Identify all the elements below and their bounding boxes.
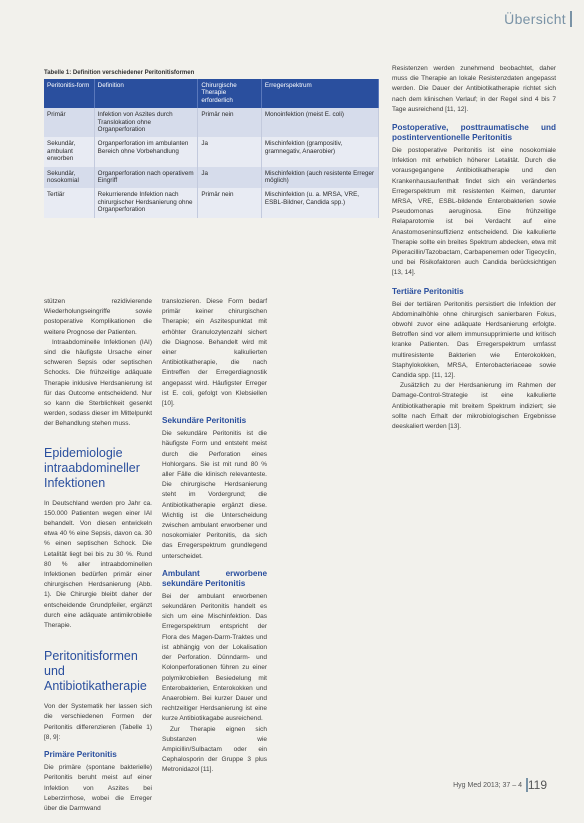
table-header: Chirurgische Therapie erforderlich bbox=[198, 79, 262, 108]
paragraph: Von der Systematik her lassen sich die verschiedenen Formen der Peritonitis differenzieren (Tabelle 1) [8, 9]: bbox=[44, 703, 152, 741]
table bbox=[44, 79, 379, 218]
paragraph: Zur Therapie eignen sich Substanzen wie Ampicillin/Sulbactam oder ein Cephalosporin der Gruppe 3 plus Metronidazol [11]. bbox=[162, 725, 267, 774]
table-header: Definition bbox=[94, 79, 198, 108]
subsection-heading: Sekundäre Peritonitis bbox=[162, 416, 247, 426]
journal-citation: Hyg Med 2013; 37 – 4 bbox=[453, 782, 522, 789]
table-cell: Primär bbox=[44, 108, 94, 137]
table-cell: Ja bbox=[198, 167, 262, 189]
table-row bbox=[44, 188, 379, 217]
table-caption: Tabelle 1: Definition verschiedener Peritonitisformen bbox=[44, 70, 195, 76]
table-cell: Tertiär bbox=[44, 188, 94, 217]
text-column-1 bbox=[44, 297, 152, 814]
peritonitis-table bbox=[44, 70, 379, 218]
table-cell: Mischinfektion (grampositiv, gramnegativ, Anaerobier) bbox=[261, 137, 378, 166]
table-header-row bbox=[44, 79, 379, 108]
text-column-3 bbox=[392, 64, 556, 432]
subsection-heading: Ambulant erworbene sekundäre Peritonitis bbox=[162, 568, 267, 588]
table-header: Erregerspektrum bbox=[261, 79, 378, 108]
paragraph: Zusätzlich zu der Herdsanierung im Rahmen der Damage-Control-Strategie ist eine kalkulierte Antibiotikatherapie mit breitem Spektrum indiziert; sie sollte nach Erhalt der mikrobiologischen Ergebnisse deeskaliert werden [13]. bbox=[392, 382, 556, 431]
subsection-heading: Primäre Peritonitis bbox=[44, 750, 117, 760]
table-header: Peritonitis-form bbox=[44, 79, 94, 108]
paragraph: Resistenzen werden zunehmend beobachtet, daher muss die Therapie an lokale Resistenzdaten angepasst werden. Die Dauer der Antibiotikatherapie richtet sich nach dem klinischen Verlauf; in der Regel sind 4 bis 7 Tage ausreichend [11, 12]. bbox=[392, 65, 556, 113]
table-cell: Sekundär, nosokomial bbox=[44, 167, 94, 189]
table-row bbox=[44, 167, 379, 189]
table-row bbox=[44, 108, 379, 137]
subsection-heading: Tertiäre Peritonitis bbox=[392, 286, 464, 296]
paragraph: Bei der tertiären Peritonitis persistiert die Infektion der Abdominalhöhle ohne chirurgisch sanierbaren Fokus, obwohl zuvor eine adäquate Herdsanierung erfolgte. Betroffen sind vor allem immunsupprimierte und kritisch kranke Patienten. Das Erregerspektrum umfasst multiresistente Bakterien wie Enterokokken, Staphylokokken, MRSA, Enterobacteriaceae sowie Candida spp. [11, 12]. bbox=[392, 300, 556, 380]
section-heading: Peritonitisformen und Antibiotikatherapie bbox=[44, 649, 147, 694]
paragraph: stützen rezidivierende Wiederholungseingriffe sowie postoperative Komplikationen die weitere Prognose der Patienten. bbox=[44, 298, 152, 336]
table-cell: Primär nein bbox=[198, 188, 262, 217]
paragraph: Die primäre (spontane bakterielle) Peritonitis beruht meist auf einer Infektion von Aszites bei Leberzirrhose, wobei die Erreger über die Darmwand bbox=[44, 764, 152, 812]
paragraph: Intraabdominelle Infektionen (IAI) sind die häufigste Ursache einer schweren Sepsis oder septischen Schocks. Die frühzeitige adäquate Therapie inklusive Herdsanierung ist für das Outcome entscheidend. Nur so kann die Sterblichkeit gesenkt werden, sodass dieser im Mittelpunkt der Behandlung stehen muss. bbox=[44, 338, 152, 428]
paragraph: translozieren. Diese Form bedarf primär keiner chirurgischen Therapie; ein Aszitespunktat mit erhöhter Granulozytenzahl sichert die Diagnose. Behandelt wird mit einer kalkulierten Antibiotikatherapie, die nach Eintreffen der Erregerdiagnostik angepasst wird. Häufigster Erreger ist E. coli, gefolgt von Klebsiellen [10]. bbox=[162, 298, 267, 408]
table-cell: Infektion von Aszites durch Translokation ohne Organperforation bbox=[94, 108, 198, 137]
text-column-2 bbox=[162, 297, 267, 776]
section-label: Übersicht bbox=[504, 11, 566, 27]
section-heading: Epidemiologie intraabdomineller Infektionen bbox=[44, 445, 140, 490]
paragraph: Die postoperative Peritonitis ist eine nosokomiale Infektion mit erheblich höherer Letalität. Durch die vorausgegangene Antibiotikatherapie und den Krankenhausaufenthalt findet sich ein verändertes Erregerspektrum mit resistenten Keimen, darunter MRSA, VRE, ESBL-bildende Enterobakterien sowie Pseudomonas aeruginosa. Eine frühzeitige Relaparotomie ist bei Verdacht auf eine Anastomoseninsuffizienz entscheidend. Die kalkulierte Therapie sollte ein breites Spektrum abdecken, etwa mit Piperacillin/Tazobactam, Carbapenemen oder Tigecyclin, und bei Risikofaktoren auch Candida berücksichtigen [13, 14]. bbox=[392, 147, 556, 277]
paragraph: Die sekundäre Peritonitis ist die häufigste Form und entsteht meist durch die Perforation eines Hohlorgans. Sie ist mit rund 80 % aller Fälle die klinisch relevanteste. Die chirurgische Herdsanierung steht im Vordergrund; die Antibiotikatherapie ergänzt diese. Wichtig ist die Unterscheidung zwischen ambulant erworbener und nosokomialer Peritonitis, da sich das Erregerspektrum grundlegend unterscheidet. bbox=[162, 430, 267, 560]
table-cell: Primär nein bbox=[198, 108, 262, 137]
page-number: 119 bbox=[527, 778, 547, 792]
header-bar bbox=[570, 11, 572, 27]
table-cell: Ja bbox=[198, 137, 262, 166]
table-cell: Rekurrierende Infektion nach chirurgischer Herdsanierung ohne Organperforation bbox=[94, 188, 198, 217]
table-cell: Monoinfektion (meist E. coli) bbox=[261, 108, 378, 137]
table-cell: Mischinfektion (u. a. MRSA, VRE, ESBL-Bildner, Candida spp.) bbox=[261, 188, 378, 217]
table-cell: Organperforation im ambulanten Bereich ohne Vorbehandlung bbox=[94, 137, 198, 166]
table-cell: Organperforation nach operativem Eingriff bbox=[94, 167, 198, 189]
table-cell: Mischinfektion (auch resistente Erreger möglich) bbox=[261, 167, 378, 189]
table-cell: Sekundär, ambulant erworben bbox=[44, 137, 94, 166]
paragraph: In Deutschland werden pro Jahr ca. 150.000 Patienten wegen einer IAI behandelt. Von diesen entwickeln etwa 40 % eine Sepsis, davon ca. 30 % einen septischen Schock. Die Letalität liegt bei bis zu 30 %. Rund 80 % aller intraabdominellen Infektionen bedürfen primär einer chirurgischen Herdsanierung (Abb. 1). Die Chirurgie bleibt daher der entscheidende Grundpfeiler, ergänzt durch eine adäquate antimikrobielle Therapie. bbox=[44, 499, 152, 630]
subsection-heading: Postoperative, posttraumatische und postinterventionelle Peritonitis bbox=[392, 123, 556, 143]
paragraph: Bei der ambulant erworbenen sekundären Peritonitis handelt es sich um eine Mischinfektion. Das Erregerspektrum entspricht der Flora des Magen-Darm-Traktes und ist abhängig von der Lokalisation der Perforation. Dünndarm- und Kolonperforationen führen zu einer polymikrobiellen Besiedelung mit Enterobakterien, Enterokokken und Anaerobiern. Bei kurzer Dauer und rechtzeitiger Herdsanierung ist eine kurze Antibiotikagabe ausreichend. bbox=[162, 592, 267, 723]
table-row bbox=[44, 137, 379, 166]
